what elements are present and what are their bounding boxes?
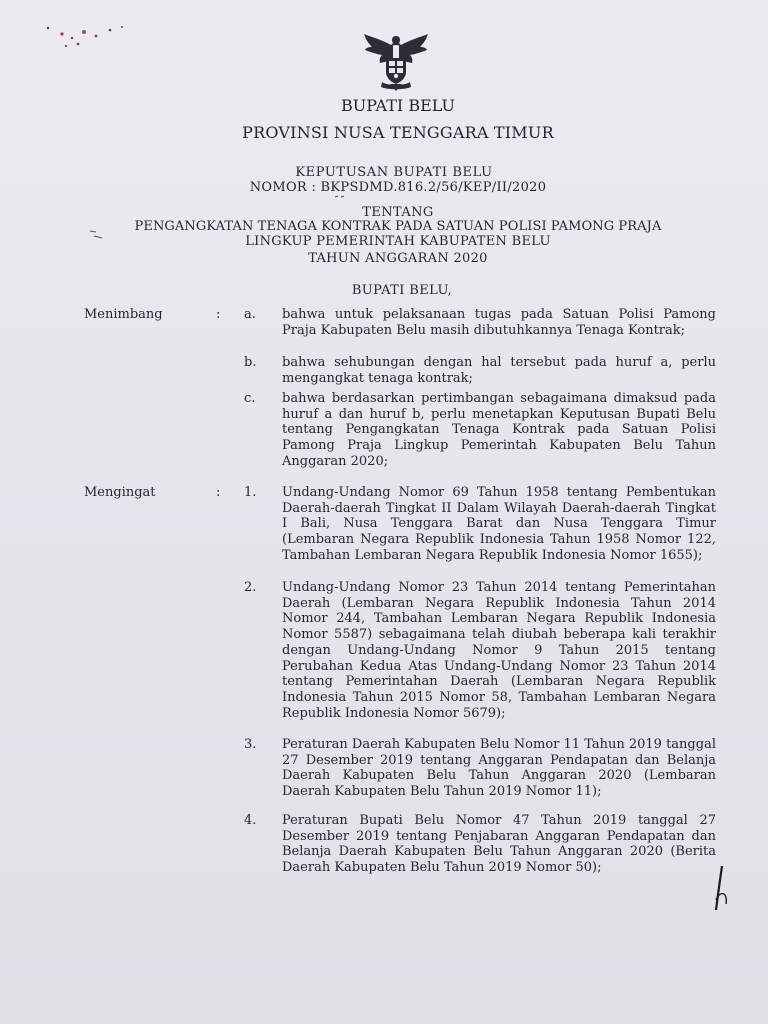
province-title: PROVINSI NUSA TENGGARA TIMUR (242, 123, 554, 142)
considering-marker-c: c. (244, 391, 256, 406)
recalling-marker-3: 3. (244, 737, 257, 752)
recalling-item-2: Undang-Undang Nomor 23 Tahun 2014 tentang Pemerintahan Daerah (Lembaran Negara Republik Indonesia Tahun 2014 Nomor 244, Tambahan Lembaran Negara Republik Indonesia Nomor 5587) sebagaimana telah diubah beberapa kali terakhir dengan Undang-Undang Nomor 9 Tahun 2015 tentang Perubahan Kedua Atas Undang-Undang Nomor 23 Tahun 2014 tentang Pemerintahan Daerah (Lembaran Negara Republik Indonesia Tahun 2015 Nomor 58, Tambahan Lembaran Negara Republik Indonesia Nomor 5679); (282, 580, 716, 721)
considering-colon: : (216, 307, 221, 322)
recalling-item-1: Undang-Undang Nomor 69 Tahun 1958 tentang Pembentukan Daerah-daerah Tingkat II Dalam Wilayah Daerah-daerah Tingkat I Bali, Nusa Tenggara Barat dan Nusa Tenggara Timur (Lembaran Negara Republik Indonesia Tahun 1958 Nomor 122, Tambahan Lembaran Negara Republik Indonesia Nomor 1655); (282, 485, 716, 563)
recalling-marker-2: 2. (244, 580, 257, 595)
recalling-colon: : (216, 485, 221, 500)
garuda-emblem-icon (360, 30, 432, 92)
regent-title: BUPATI BELU (341, 96, 455, 115)
decree-number: NOMOR : BKPSDMD.816.2/56/KEP/II/2020 (249, 180, 547, 195)
subject-line-2: LINGKUP PEMERINTAH KABUPATEN BELU (245, 234, 551, 249)
stray-mark (334, 194, 346, 200)
paraf-signature-mark (700, 860, 750, 920)
recalling-marker-1: 1. (244, 485, 257, 500)
subject-line-3: TAHUN ANGGARAN 2020 (308, 251, 488, 266)
recalling-item-4: Peraturan Bupati Belu Nomor 47 Tahun 2019 tanggal 27 Desember 2019 tentang Penjabaran Anggaran Pendapatan dan Belanja Daerah Kabupaten Belu Tahun Anggaran 2020 (Berita Daerah Kabupaten Belu Tahun 2019 Nomor 50); (282, 813, 716, 876)
considering-item-c: bahwa berdasarkan pertimbangan sebagaimana dimaksud pada huruf a dan huruf b, perlu menetapkan Keputusan Bupati Belu tentang Pengangkatan Tenaga Kontrak pada Satuan Polisi Pamong Praja Lingkup Pemerintah Kabupaten Belu Tahun Anggaran 2020; (282, 391, 716, 469)
recalling-marker-4: 4. (244, 813, 257, 828)
recalling-label: Mengingat (84, 485, 156, 500)
considering-marker-a: a. (244, 307, 256, 322)
ink-specks (44, 22, 144, 62)
considering-item-a: bahwa untuk pelaksanaan tugas pada Satuan Polisi Pamong Praja Kabupaten Belu masih dibutuhkannya Tenaga Kontrak; (282, 307, 716, 338)
subject-line-1: PENGANGKATAN TENAGA KONTRAK PADA SATUAN POLISI PAMONG PRAJA (134, 219, 662, 234)
considering-label: Menimbang (84, 307, 163, 322)
considering-item-b: bahwa sehubungan dengan hal tersebut pada huruf a, perlu mengangkat tenaga kontrak; (282, 355, 716, 386)
recalling-item-3: Peraturan Daerah Kabupaten Belu Nomor 11 Tahun 2019 tanggal 27 Desember 2019 tentang Anggaran Pendapatan dan Belanja Daerah Kabupaten Belu Tahun Anggaran 2020 (Lembaran Daerah Kabupaten Belu Tahun 2019 Nomor 11); (282, 737, 716, 800)
considering-marker-b: b. (244, 355, 257, 370)
about-heading: TENTANG (362, 205, 434, 220)
decree-title: KEPUTUSAN BUPATI BELU (295, 165, 493, 180)
issuer-heading: BUPATI BELU, (351, 283, 453, 298)
